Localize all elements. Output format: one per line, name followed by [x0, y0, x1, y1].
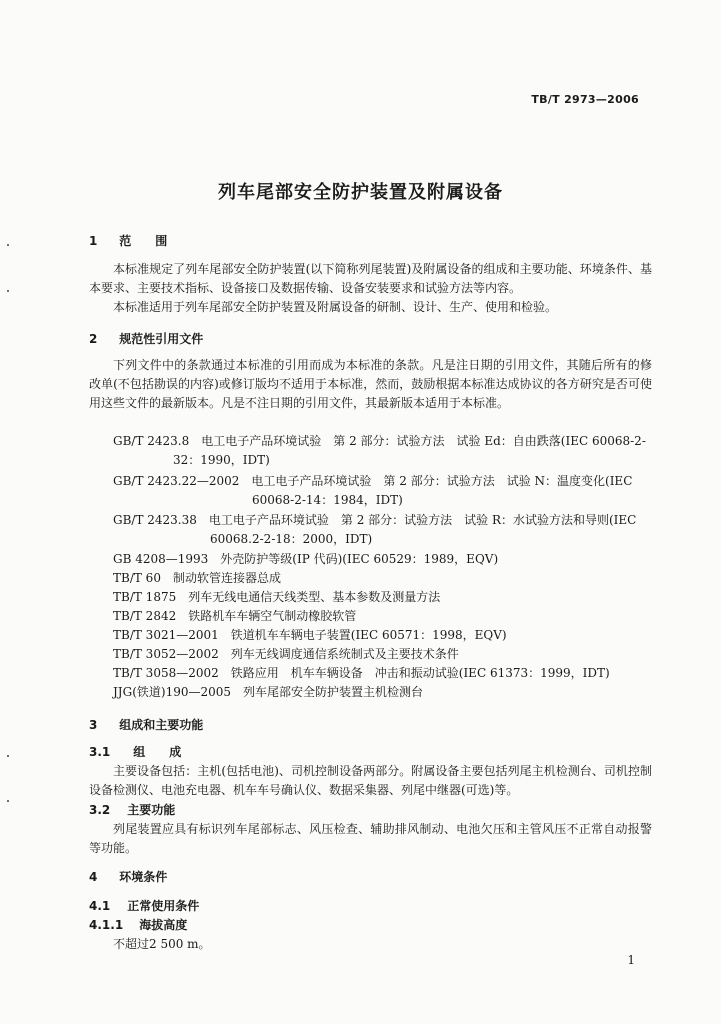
section-2-heading	[89, 330, 203, 347]
section-title: 范 围	[119, 234, 168, 248]
reference-item: TB/T 1875 列车无线电通信天线类型、基本参数及测量方法	[113, 590, 441, 604]
section-title: 海拔高度	[139, 918, 188, 932]
section-title: 组成和主要功能	[119, 718, 204, 732]
scan-speck	[7, 800, 9, 802]
reference-item: GB 4208—1993 外壳防护等级(IP 代码)(IEC 60529：1989，EQV)	[113, 552, 499, 566]
section-number: 1	[89, 234, 98, 248]
reference-item: TB/T 2842 铁路机车车辆空气制动橡胶软管	[113, 609, 357, 623]
section-3-1-paragraph: 主要设备包括：主机(包括电池)、司机控制设备两部分。附属设备主要包括列尾主机检测台、司机控制设备检测仪、电池充电器、机车车号确认仪、数据采集器、列尾中继器(可选)等。	[89, 764, 652, 797]
section-number: 4.1.1	[89, 918, 124, 932]
section-1-paragraph-1: 本标准规定了列车尾部安全防护装置(以下简称列尾装置)及附属设备的组成和主要功能、环境条件、基本要求、主要技术指标、设备接口及数据传输、设备安装要求和试验方法等内容。	[89, 262, 652, 295]
reference-item: GB/T 2423.22—2002 电工电子产品环境试验 第 2 部分：试验方法 试验 N：温度变化(IEC 60068-2-14：1984，IDT)	[113, 474, 633, 507]
section-3-2-paragraph: 列尾装置应具有标识列车尾部标志、风压检查、辅助排风制动、电池欠压和主管风压不正常自动报警等功能。	[89, 822, 652, 855]
section-3-1-heading	[89, 743, 181, 760]
reference-item: TB/T 3021—2001 铁道机车车辆电子装置(IEC 60571：1998，EQV)	[113, 628, 507, 642]
section-3-heading	[89, 716, 203, 733]
scan-speck	[7, 755, 9, 757]
section-title: 正常使用条件	[127, 899, 200, 913]
document-title: 列车尾部安全防护装置及附属设备	[218, 182, 503, 203]
reference-item: GB/T 2423.38 电工电子产品环境试验 第 2 部分：试验方法 试验 R：水试验方法和导则(IEC 60068.2-2-18：2000，IDT)	[113, 513, 637, 546]
scan-speck	[7, 290, 9, 292]
section-2-paragraph: 下列文件中的条款通过本标准的引用而成为本标准的条款。凡是注日期的引用文件，其随后所有的修改单(不包括勘误的内容)或修订版均不适用于本标准，然而，鼓励根据本标准达成协议的各方研究是否可使用这些文件的最新版本。凡是不注日期的引用文件，其最新版本适用于本标准。	[89, 358, 652, 410]
scan-speck	[7, 244, 9, 246]
section-title: 环境条件	[119, 870, 168, 884]
reference-item: TB/T 3052—2002 列车无线调度通信系统制式及主要技术条件	[113, 647, 459, 661]
section-number: 4	[89, 870, 98, 884]
section-title: 主要功能	[127, 803, 176, 817]
section-title: 规范性引用文件	[119, 332, 204, 346]
section-4-1-1-paragraph: 不超过2 500 m。	[113, 937, 211, 951]
section-3-2-heading	[89, 801, 175, 818]
reference-item: TB/T 60 制动软管连接器总成	[113, 571, 281, 585]
reference-item: JJG(铁道)190—2005 列车尾部安全防护装置主机检测台	[113, 685, 424, 699]
reference-item: GB/T 2423.8 电工电子产品环境试验 第 2 部分：试验方法 试验 Ed：自由跌落(IEC 60068-2- 32：1990，IDT)	[113, 434, 646, 467]
section-title: 组 成	[133, 745, 182, 759]
section-number: 3.2	[89, 803, 111, 817]
reference-item: TB/T 3058—2002 铁路应用 机车车辆设备 冲击和振动试验(IEC 61373：1999，IDT)	[113, 666, 610, 680]
section-4-heading	[89, 868, 167, 885]
section-number: 2	[89, 332, 98, 346]
section-4-1-1-heading	[89, 916, 187, 933]
page-number: 1	[627, 953, 635, 967]
section-1-heading	[89, 232, 167, 249]
standard-code: TB/T 2973—2006	[531, 93, 639, 106]
section-4-1-heading	[89, 897, 199, 914]
section-number: 3	[89, 718, 98, 732]
section-number: 4.1	[89, 899, 111, 913]
section-1-paragraph-2: 本标准适用于列车尾部安全防护装置及附属设备的研制、设计、生产、使用和检验。	[113, 300, 558, 314]
section-number: 3.1	[89, 745, 111, 759]
